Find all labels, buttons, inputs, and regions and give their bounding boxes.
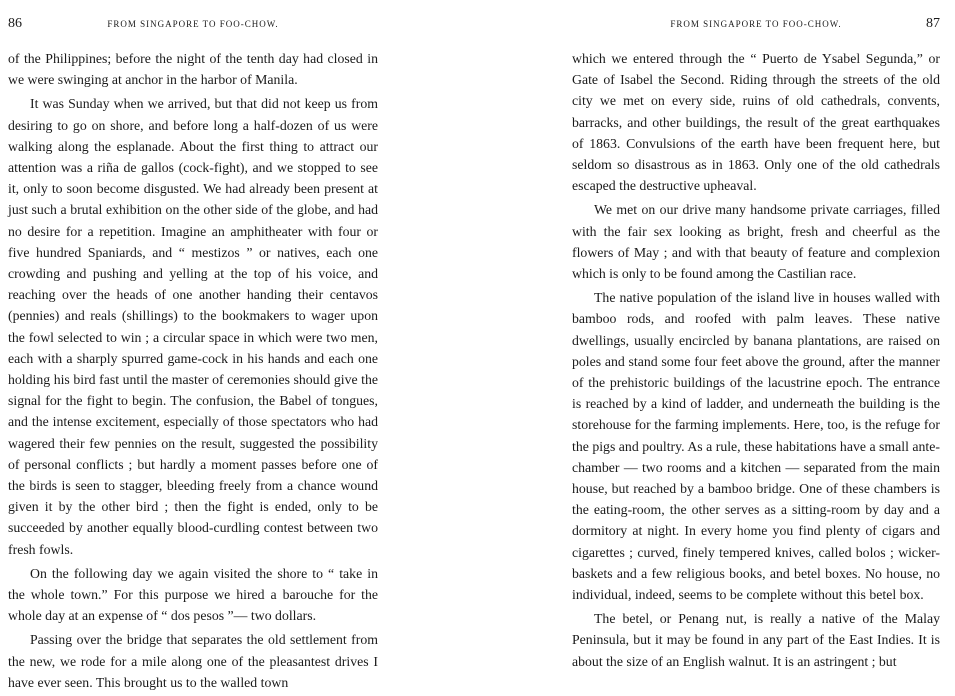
right-page-header <box>572 17 940 33</box>
paragraph: We met on our drive many handsome private carriages, filled with the fair sex looking as bright, fresh and cheerful as the flowers of May ; and with that beauty of feature and complexion which is only to be found among the Castilian race. <box>572 202 940 282</box>
right-page-body <box>572 48 940 675</box>
paragraph: which we entered through the “ Puerto de Ysabel Segunda,” or Gate of Isabel the Second. Riding through the streets of the old city we met on every side, ruins of old cathedrals, convents, barracks, and other buildings, the result of the great earthquakes of 1863. Convulsions of the earth have been frequent here, but seldom so disastrous as in 1863. Only one of the old cathedrals escaped the destructive upheaval. <box>572 51 940 194</box>
paragraph: The native population of the island live in houses walled with bamboo rods, and roofed with palm leaves. These native dwellings, usually encircled by banana plantations, are raised on poles and stand some four feet above the ground, after the manner of the prehistoric buildings of the lacustrine epoch. The entrance is reached by a kind of ladder, and underneath the building is the storehouse for the farming implements. Here, too, is the refuge for the pigs and poultry. As a rule, these habitations have a small ante-chamber — two rooms and a kitchen — separated from the main house, but reached by a bamboo bridge. One of these chambers is the eating-room, the other serves as a sitting-room by day and a dormitory at night. In every home you find plenty of cigars and cigarettes ; curved, finely tempered knives, called bolos ; wicker-baskets and a few religious books, and betel boxes. No house, no individual, indeed, seems to be complete without this betel box. <box>572 290 940 603</box>
paragraph: of the Philippines; before the night of the tenth day had closed in we were swinging at anchor in the harbor of Manila. <box>8 51 378 88</box>
right-running-head: FROM SINGAPORE TO FOO-CHOW. <box>670 19 842 29</box>
paragraph: Passing over the bridge that separates the old settlement from the new, we rode for a mile along one of the pleasantest drives I have ever seen. This brought us to the walled town <box>8 632 378 690</box>
left-page-body <box>8 48 378 696</box>
left-page-header <box>8 17 378 33</box>
paragraph: On the following day we again visited the shore to “ take in the whole town.” For this purpose we hired a barouche for the whole day at an expense of “ dos pesos ”— two dollars. <box>8 565 378 624</box>
paragraph: The betel, or Penang nut, is really a native of the Malay Peninsula, but it may be found in any part of the East Indies. It is about the size of an English walnut. It is an astringent ; but <box>572 611 940 669</box>
left-page <box>8 0 378 690</box>
right-page-number: 87 <box>926 16 940 31</box>
right-page <box>572 0 940 669</box>
left-running-head: FROM SINGAPORE TO FOO-CHOW. <box>107 19 279 29</box>
left-page-number: 86 <box>8 16 22 31</box>
paragraph: It was Sunday when we arrived, but that did not keep us from desiring to go on shore, and before long a half-dozen of us were walking along the esplanade. About the first thing to attract our attention was a riña de gallos (cock-fight), and we stopped to see it, only to soon become disgusted. We had already been present at just such a brutal exhibition on the other side of the globe, and had no desire for a repetition. Imagine an amphitheater with four or five hundred Spaniards, and “ mestizos ” or natives, each one crowding and pushing and yelling at the top of his voice, and reaching over the heads of one another handing their centavos (pennies) and reals (shillings) to the bookmakers to wager upon the fowl selected to win ; a circular space in which were two men, each with a sharply spurred game-cock in his hands and each one holding his bird fast until the master of ceremonies should give the signal for the fight to begin. The confusion, the Babel of tongues, and the intense excitement, especially of those spectators who had wagered their few pennies on the result, suggested the possibility of personal conflicts ; but hardly a moment passes before one of the birds is seen to stagger, bleeding freely from a chance wound given it by the other bird ; then the fight is ended, only to be succeeded by another equally blood-curdling contest between two fresh fowls. <box>8 96 378 557</box>
